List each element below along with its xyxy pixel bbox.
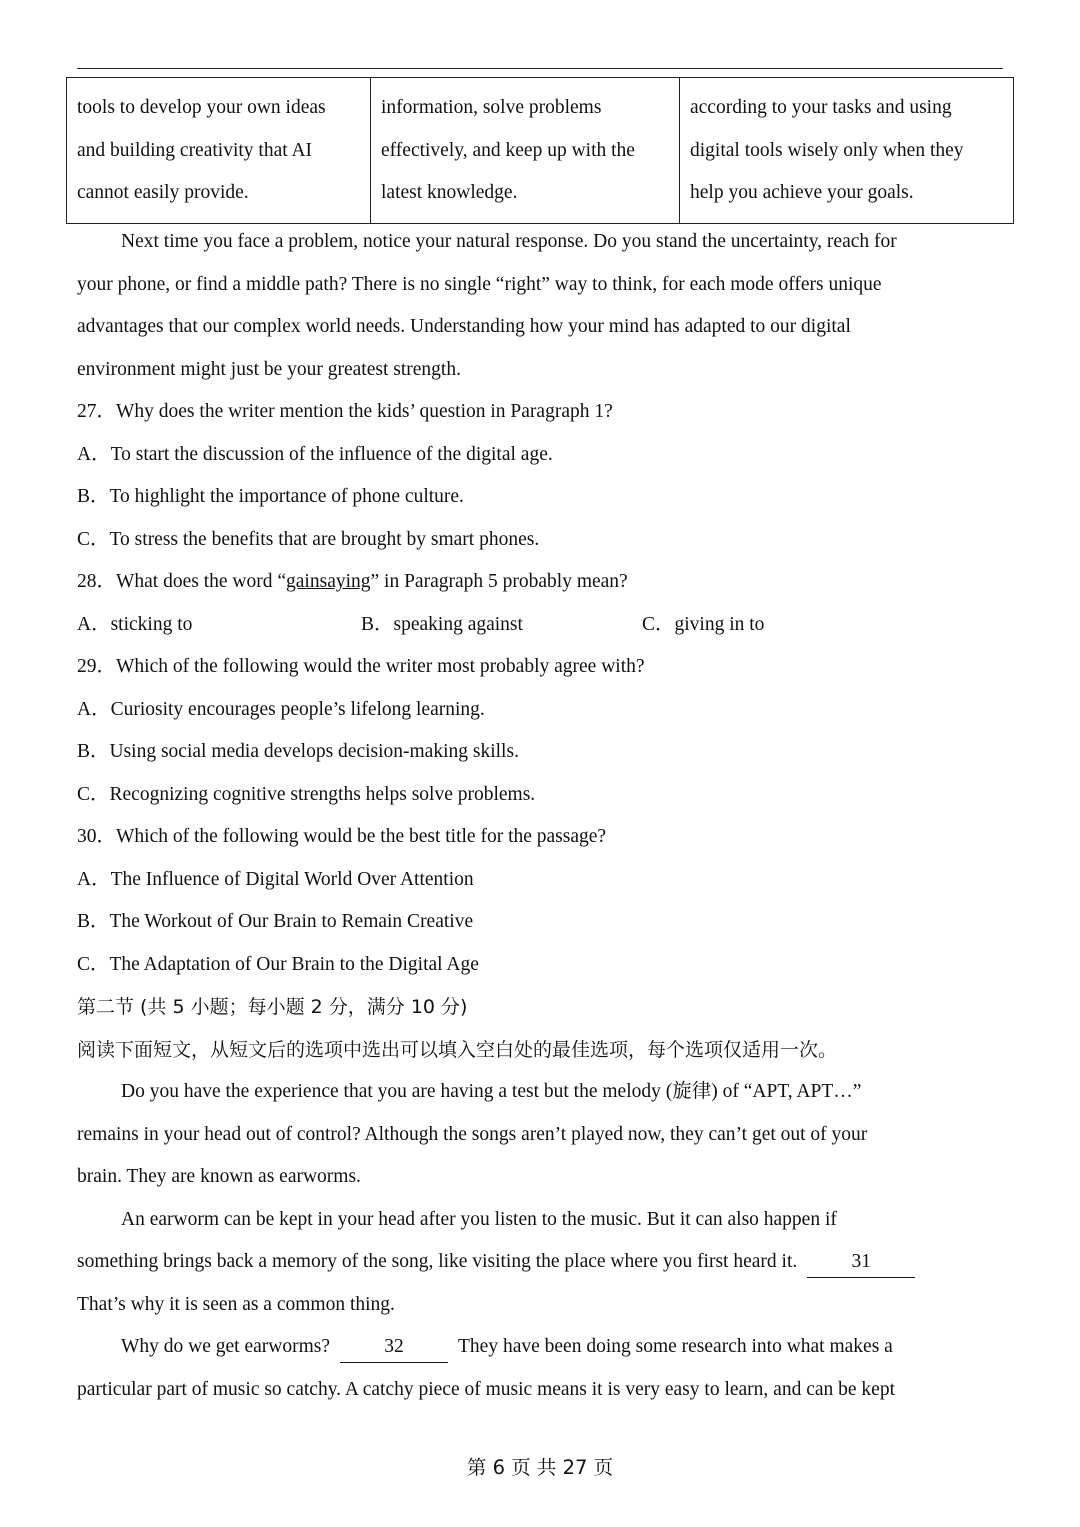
table-cell-1 — [67, 78, 371, 224]
passage-line: An earworm can be kept in your head after you listen to the music. But it can also happen if — [121, 1208, 837, 1230]
table-cell-2 — [371, 78, 680, 224]
question-30-option-c: C．The Adaptation of Our Brain to the Digital Age — [77, 953, 479, 975]
options-table — [66, 77, 1014, 224]
question-29-option-c: C．Recognizing cognitive strengths helps solve problems. — [77, 783, 536, 805]
q28-underlined-word: gainsaying — [286, 571, 371, 592]
question-27-option-b: B．To highlight the importance of phone culture. — [77, 486, 464, 507]
table-cell-3 — [680, 78, 1014, 224]
question-29-option-a: A．Curiosity encourages people’s lifelong learning. — [77, 698, 485, 720]
cell-line: latest knowledge. — [381, 182, 518, 203]
passage-line: particular part of music so catchy. A catchy piece of music means it is very easy to learn, and can be kept — [77, 1378, 895, 1400]
passage-line — [77, 1241, 1007, 1284]
cell-line: effectively, and keep up with the — [381, 139, 635, 161]
q28-stem-post: ” in Paragraph 5 probably mean? — [370, 571, 628, 592]
table-row — [67, 78, 1014, 224]
cell-line: tools to develop your own ideas — [77, 97, 326, 118]
passage-text: Why do we get earworms? — [121, 1336, 331, 1357]
paragraph-line: advantages that our complex world needs. Understanding how your mind has adapted to our digital — [77, 316, 851, 337]
paragraph-line: your phone, or find a middle path? There is no single “right” way to think, for each mode offers unique — [77, 273, 882, 295]
header-rule — [77, 68, 1003, 69]
question-28-stem — [77, 561, 1007, 604]
question-27-option-a: A．To start the discussion of the influence of the digital age. — [77, 443, 553, 465]
question-30-stem: 30．Which of the following would be the best title for the passage? — [77, 826, 607, 847]
question-28-options — [77, 604, 1007, 647]
passage-line: Do you have the experience that you are having a test but the melody (旋律) of “APT, APT…” — [121, 1081, 862, 1102]
cell-line: digital tools wisely only when they — [690, 139, 964, 161]
question-28-option-c: C．giving in to — [642, 613, 765, 635]
passage-line: brain. They are known as earworms. — [77, 1166, 361, 1187]
section-instruction: 阅读下面短文，从短文后的选项中选出可以填入空白处的最佳选项，每个选项仅适用一次。 — [77, 1038, 838, 1061]
page-content — [77, 221, 1007, 1411]
passage-text: They have been doing some research into what makes a — [458, 1336, 893, 1357]
question-29-stem: 29．Which of the following would the writer most probably agree with? — [77, 656, 645, 677]
q28-stem-pre: 28．What does the word “ — [77, 571, 287, 592]
passage-text: something brings back a memory of the song, like visiting the place where you first heard it. — [77, 1251, 798, 1272]
paragraph-line: Next time you face a problem, notice your natural response. Do you stand the uncertainty, reach for — [121, 231, 897, 252]
question-27-option-c: C．To stress the benefits that are brought by smart phones. — [77, 528, 540, 550]
question-30-option-a: A．The Influence of Digital World Over Attention — [77, 868, 474, 890]
cell-line: cannot easily provide. — [77, 182, 249, 203]
question-29-option-b: B．Using social media develops decision-making skills. — [77, 741, 519, 762]
cell-line: according to your tasks and using — [690, 97, 952, 118]
passage-line: remains in your head out of control? Although the songs aren’t played now, they can’t get out of your — [77, 1123, 868, 1145]
section-heading: 第二节 (共 5 小题；每小题 2 分，满分 10 分) — [77, 996, 468, 1018]
question-27-stem: 27．Why does the writer mention the kids’ question in Paragraph 1? — [77, 401, 613, 422]
blank-32: 32 — [340, 1332, 448, 1363]
cell-line: and building creativity that AI — [77, 139, 313, 161]
cell-line: help you achieve your goals. — [690, 182, 914, 203]
blank-31: 31 — [807, 1247, 915, 1278]
page-footer: 第 6 页 共 27 页 — [466, 1456, 614, 1479]
passage-line: That’s why it is seen as a common thing. — [77, 1293, 395, 1315]
passage-line — [77, 1326, 1007, 1369]
question-28-option-b: B．speaking against — [361, 613, 523, 635]
cell-line: information, solve problems — [381, 97, 602, 118]
paragraph-line: environment might just be your greatest strength. — [77, 358, 461, 380]
question-28-option-a: A．sticking to — [77, 613, 193, 635]
question-30-option-b: B．The Workout of Our Brain to Remain Creative — [77, 911, 474, 932]
